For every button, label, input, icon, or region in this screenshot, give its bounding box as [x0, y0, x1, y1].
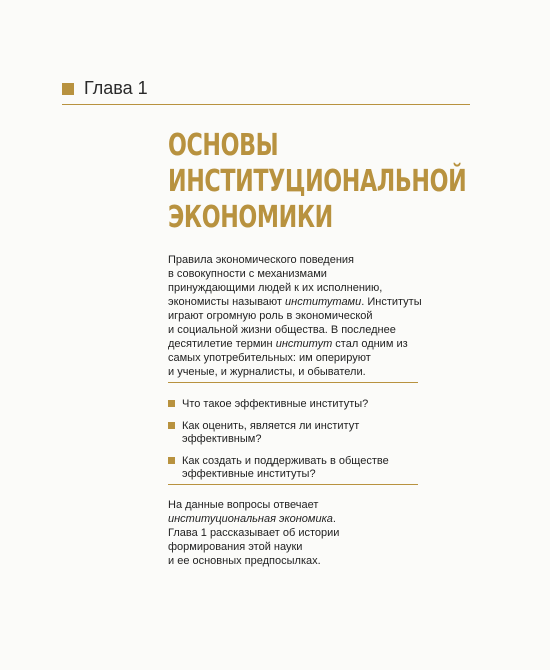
- intro-line: и социальной жизни общества. В последнее: [168, 324, 396, 336]
- title-line-2: ИНСТИТУЦИОНАЛЬНОЙ: [168, 164, 467, 199]
- question-line: Как создать и поддерживать в обществе: [182, 455, 389, 467]
- chapter-title: [168, 128, 467, 236]
- intro-line: играют огромную роль в экономической: [168, 310, 373, 322]
- chapter-marker-square: [62, 83, 74, 95]
- title-line-3: ЭКОНОМИКИ: [168, 200, 333, 235]
- divider-rule: [168, 382, 418, 383]
- header-rule: [62, 104, 470, 105]
- intro-paragraph: [168, 253, 458, 379]
- intro-line: самых употребительных: им оперируют: [168, 352, 371, 364]
- question-item: [168, 420, 448, 446]
- intro-line: [168, 337, 458, 351]
- title-line-1: ОСНОВЫ: [168, 128, 279, 163]
- term-institutions: институтами: [285, 296, 362, 308]
- intro-text: стал одним из: [332, 338, 408, 350]
- intro-line: [168, 295, 458, 309]
- outro-line: и ее основных предпосылках.: [168, 555, 321, 567]
- question-line: Как оценить, является ли институт: [182, 420, 360, 432]
- term-institutional-economics: институциональная экономика: [168, 513, 333, 525]
- outro-line: Глава 1 рассказывает об истории: [168, 527, 340, 539]
- intro-line: в совокупности с механизмами: [168, 268, 327, 280]
- question-item: [168, 455, 448, 481]
- outro-paragraph: [168, 498, 418, 568]
- intro-line: принуждающими людей к их исполнению,: [168, 282, 383, 294]
- outro-text: .: [332, 513, 336, 525]
- intro-line: и ученые, и журналисты, и обыватели.: [168, 366, 366, 378]
- question-line: эффективные институты?: [182, 468, 316, 480]
- question-line: Что такое эффективные институты?: [182, 398, 369, 410]
- question-list: [168, 398, 448, 490]
- outro-line: [168, 512, 418, 526]
- intro-text: . Институты: [361, 296, 422, 308]
- outro-line: На данные вопросы отвечает: [168, 499, 319, 511]
- bullet-square-icon: [168, 400, 175, 407]
- outro-line: формирования этой науки: [168, 541, 303, 553]
- term-institution: институт: [275, 338, 333, 350]
- question-line: эффективным?: [182, 433, 262, 445]
- intro-line: Правила экономического поведения: [168, 254, 355, 266]
- divider-rule: [168, 484, 418, 485]
- intro-text: десятилетие термин: [168, 338, 276, 350]
- bullet-square-icon: [168, 422, 175, 429]
- question-item: [168, 398, 448, 411]
- intro-text: экономисты называют: [168, 296, 286, 308]
- chapter-label: Глава 1: [84, 78, 148, 98]
- bullet-square-icon: [168, 457, 175, 464]
